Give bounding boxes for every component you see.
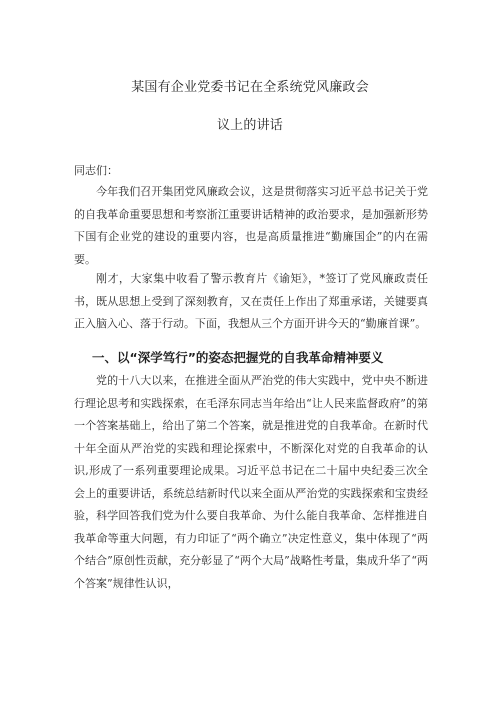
greeting: 同志们：	[74, 164, 118, 177]
paragraph-opening	[74, 181, 428, 271]
paragraph-text: 刚才，大家集中收看了警示教育片《谕矩》，*签订了党风廉政责任书，既从思想上受到了深刻教育，又在责任上作出了郑重承诺，关键要真正入脑入心、落于行动。下面，我想从三个方面开讲今天的“勤廉首课”。	[74, 272, 428, 330]
document-title-line-2: 议上的讲话	[216, 118, 283, 133]
paragraph-text: 党的十八大以来，在推进全面从严治党的伟大实践中，党中央不断进行理论思考和实践探索，在毛泽东同志当年给出“让人民来监督政府”的第一个答案基础上，给出了第二个答案，就是推进党的自我革命。在新时代十年全面从严治党的实践和理论探索中，不断深化对党的自我革命的认识,形成了一系列重要理论成果。习近平总书记在二十届中央纪委三次全会上的重要讲话，系统总结新时代以来全面从严治党的实践探索和宝贵经验，科学回答我们党为什么要自我革命、为什么能自我革命、怎样推进自我革命等重大问题，有力印证了“两个确立”决定性意义，集中体现了“两个结合”原创性贡献，充分彰显了“两个大局”战略性考量，集成升华了“两个答案”规律性认识，	[74, 374, 428, 590]
document-title-line-1: 某国有企业党委书记在全系统党风廉政会	[131, 80, 369, 95]
paragraph-text: 今年我们召开集团党风廉政会议，这是贯彻落实习近平总书记关于党的自我革命重要思想和考察浙江重要讲话精神的政治要求，是加强新形势下国有企业党的建设的重要内容，也是高质量推进“勤廉国企”的内在需要。	[74, 185, 428, 266]
section-body	[74, 370, 428, 595]
paragraph-warning-education	[74, 268, 428, 336]
section-heading: 一、以“深学笃行”的姿态把握党的自我革命精神要义	[92, 350, 384, 365]
